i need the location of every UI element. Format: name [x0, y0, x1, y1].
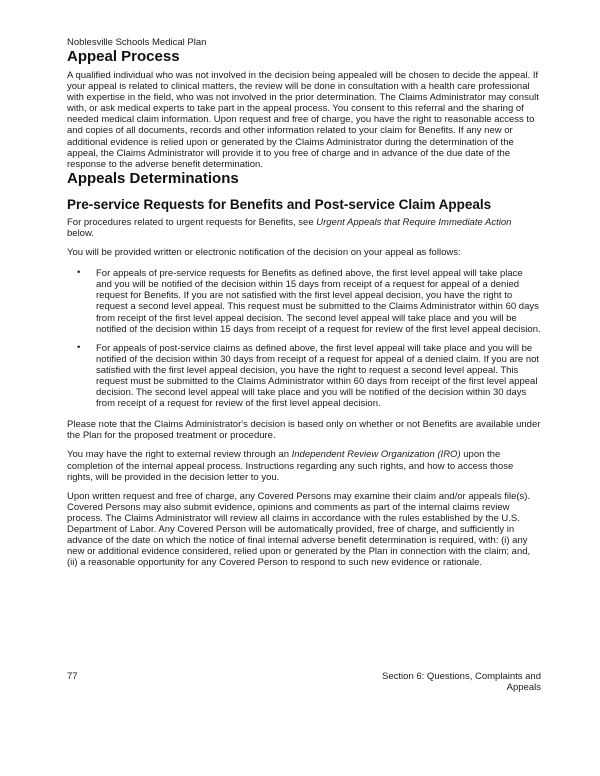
bullet-preservice-text: For appeals of pre-service requests for Benefits as defined above, the first level appeal will take place and you will be notified of the decision within 15 days from receipt of a request for appeal of a denied request for Benefits. If you are not satisfied with the first level appeal decision, you have the right to request a second level appeal. This request must be submitted to the Claims Administrator within 60 days from receipt of the first level appeal decision. The second level appeal will take place and you will be notified of the decision within 15 days from receipt of a request for review of the first level appeal decision. [96, 268, 541, 335]
urgent-note-prefix: For procedures related to urgent requests for Benefits, see [67, 216, 317, 228]
urgent-note-suffix: below. [67, 227, 94, 239]
urgent-note-italic-reference: Urgent Appeals that Require Immediate Action [316, 216, 512, 228]
bullet-icon: • [77, 267, 81, 279]
bullet-postservice-text: For appeals of post-service claims as defined above, the first level appeal will take place and you will be notified of the decision within 30 days from receipt of a request for appeal of a denied claim. If you are not satisfied with the first level appeal decision, you have the right to request a second level appeal. This request must be submitted to the Claims Administrator within 60 days from receipt of the first level appeal decision. The second level appeal will take place and you will be notified of the decision within 30 days from receipt of a request for review of the first level appeal decision. [96, 342, 540, 410]
bullet-icon: • [77, 341, 81, 353]
paragraph-notification-intro: You will be provided written or electronic notification of the decision on your appeal as follows: [67, 247, 461, 259]
heading-preservice-postservice: Pre-service Requests for Benefits and Post-service Claim Appeals [67, 196, 492, 212]
external-review-suffix: upon the completion of the internal appeal process. Instructions regarding any such rights, and how to access those rights, will be provided in the decision letter to you. [67, 449, 514, 483]
paragraph-external-review [67, 449, 541, 482]
external-review-italic-iro: Independent Review Organization (IRO) [291, 449, 461, 461]
document-header-title: Noblesville Schools Medical Plan [67, 37, 207, 48]
document-footer [67, 671, 541, 693]
heading-appeal-process: Appeal Process [67, 48, 180, 65]
appeal-bullet-list [67, 268, 541, 409]
footer-section-label: Section 6: Questions, Complaints and Appeals [382, 671, 541, 694]
heading-appeals-determinations: Appeals Determinations [67, 169, 239, 187]
external-review-prefix: You may have the right to external review through an [67, 449, 292, 461]
paragraph-urgent-note [67, 217, 541, 239]
paragraph-please-note: Please note that the Claims Administrator's decision is based only on whether or not Benefits are available under the Plan for the proposed treatment or procedure. [67, 419, 541, 442]
paragraph-appeal-process: A qualified individual who was not involved in the decision being appealed will be chosen to decide the appeal. If your appeal is related to clinical matters, the review will be done in consultation with a health care professional with expertise in the field, who was not involved in the prior determination. The Claims Administrator may consult with, or ask medical experts to take part in the appeal process. You consent to this referral and the sharing of needed medical claim information. Upon request and free of charge, you have the right to reasonable access to and copies of all documents, records and other information related to your claim for Benefits. If any new or additional evidence is relied upon or generated by the Claims Administrator during the determination of the appeal, the Claims Administrator will provide it to you free of charge and in advance of the due date of the response to the adverse benefit determination. [67, 70, 539, 170]
list-item [67, 343, 541, 410]
footer-page-number: 77 [67, 671, 78, 682]
list-item [67, 268, 541, 335]
paragraph-examination-rights: Upon written request and free of charge, any Covered Persons may examine their claim and/or appeals file(s). Covered Persons may also submit evidence, opinions and comments as part of the internal claims review process. The Claims Administrator will review all claims in accordance with the rules established by the U.S. Department of Labor. Any Covered Person will be automatically provided, free of charge, and sufficiently in advance of the date on which the notice of final internal adverse benefit determination is required, with: (i) any new or additional evidence considered, relied upon or generated by the Plan in connection with the claim; and, (ii) a reasonable opportunity for any Covered Person to respond to such new evidence or rationale. [67, 490, 531, 569]
